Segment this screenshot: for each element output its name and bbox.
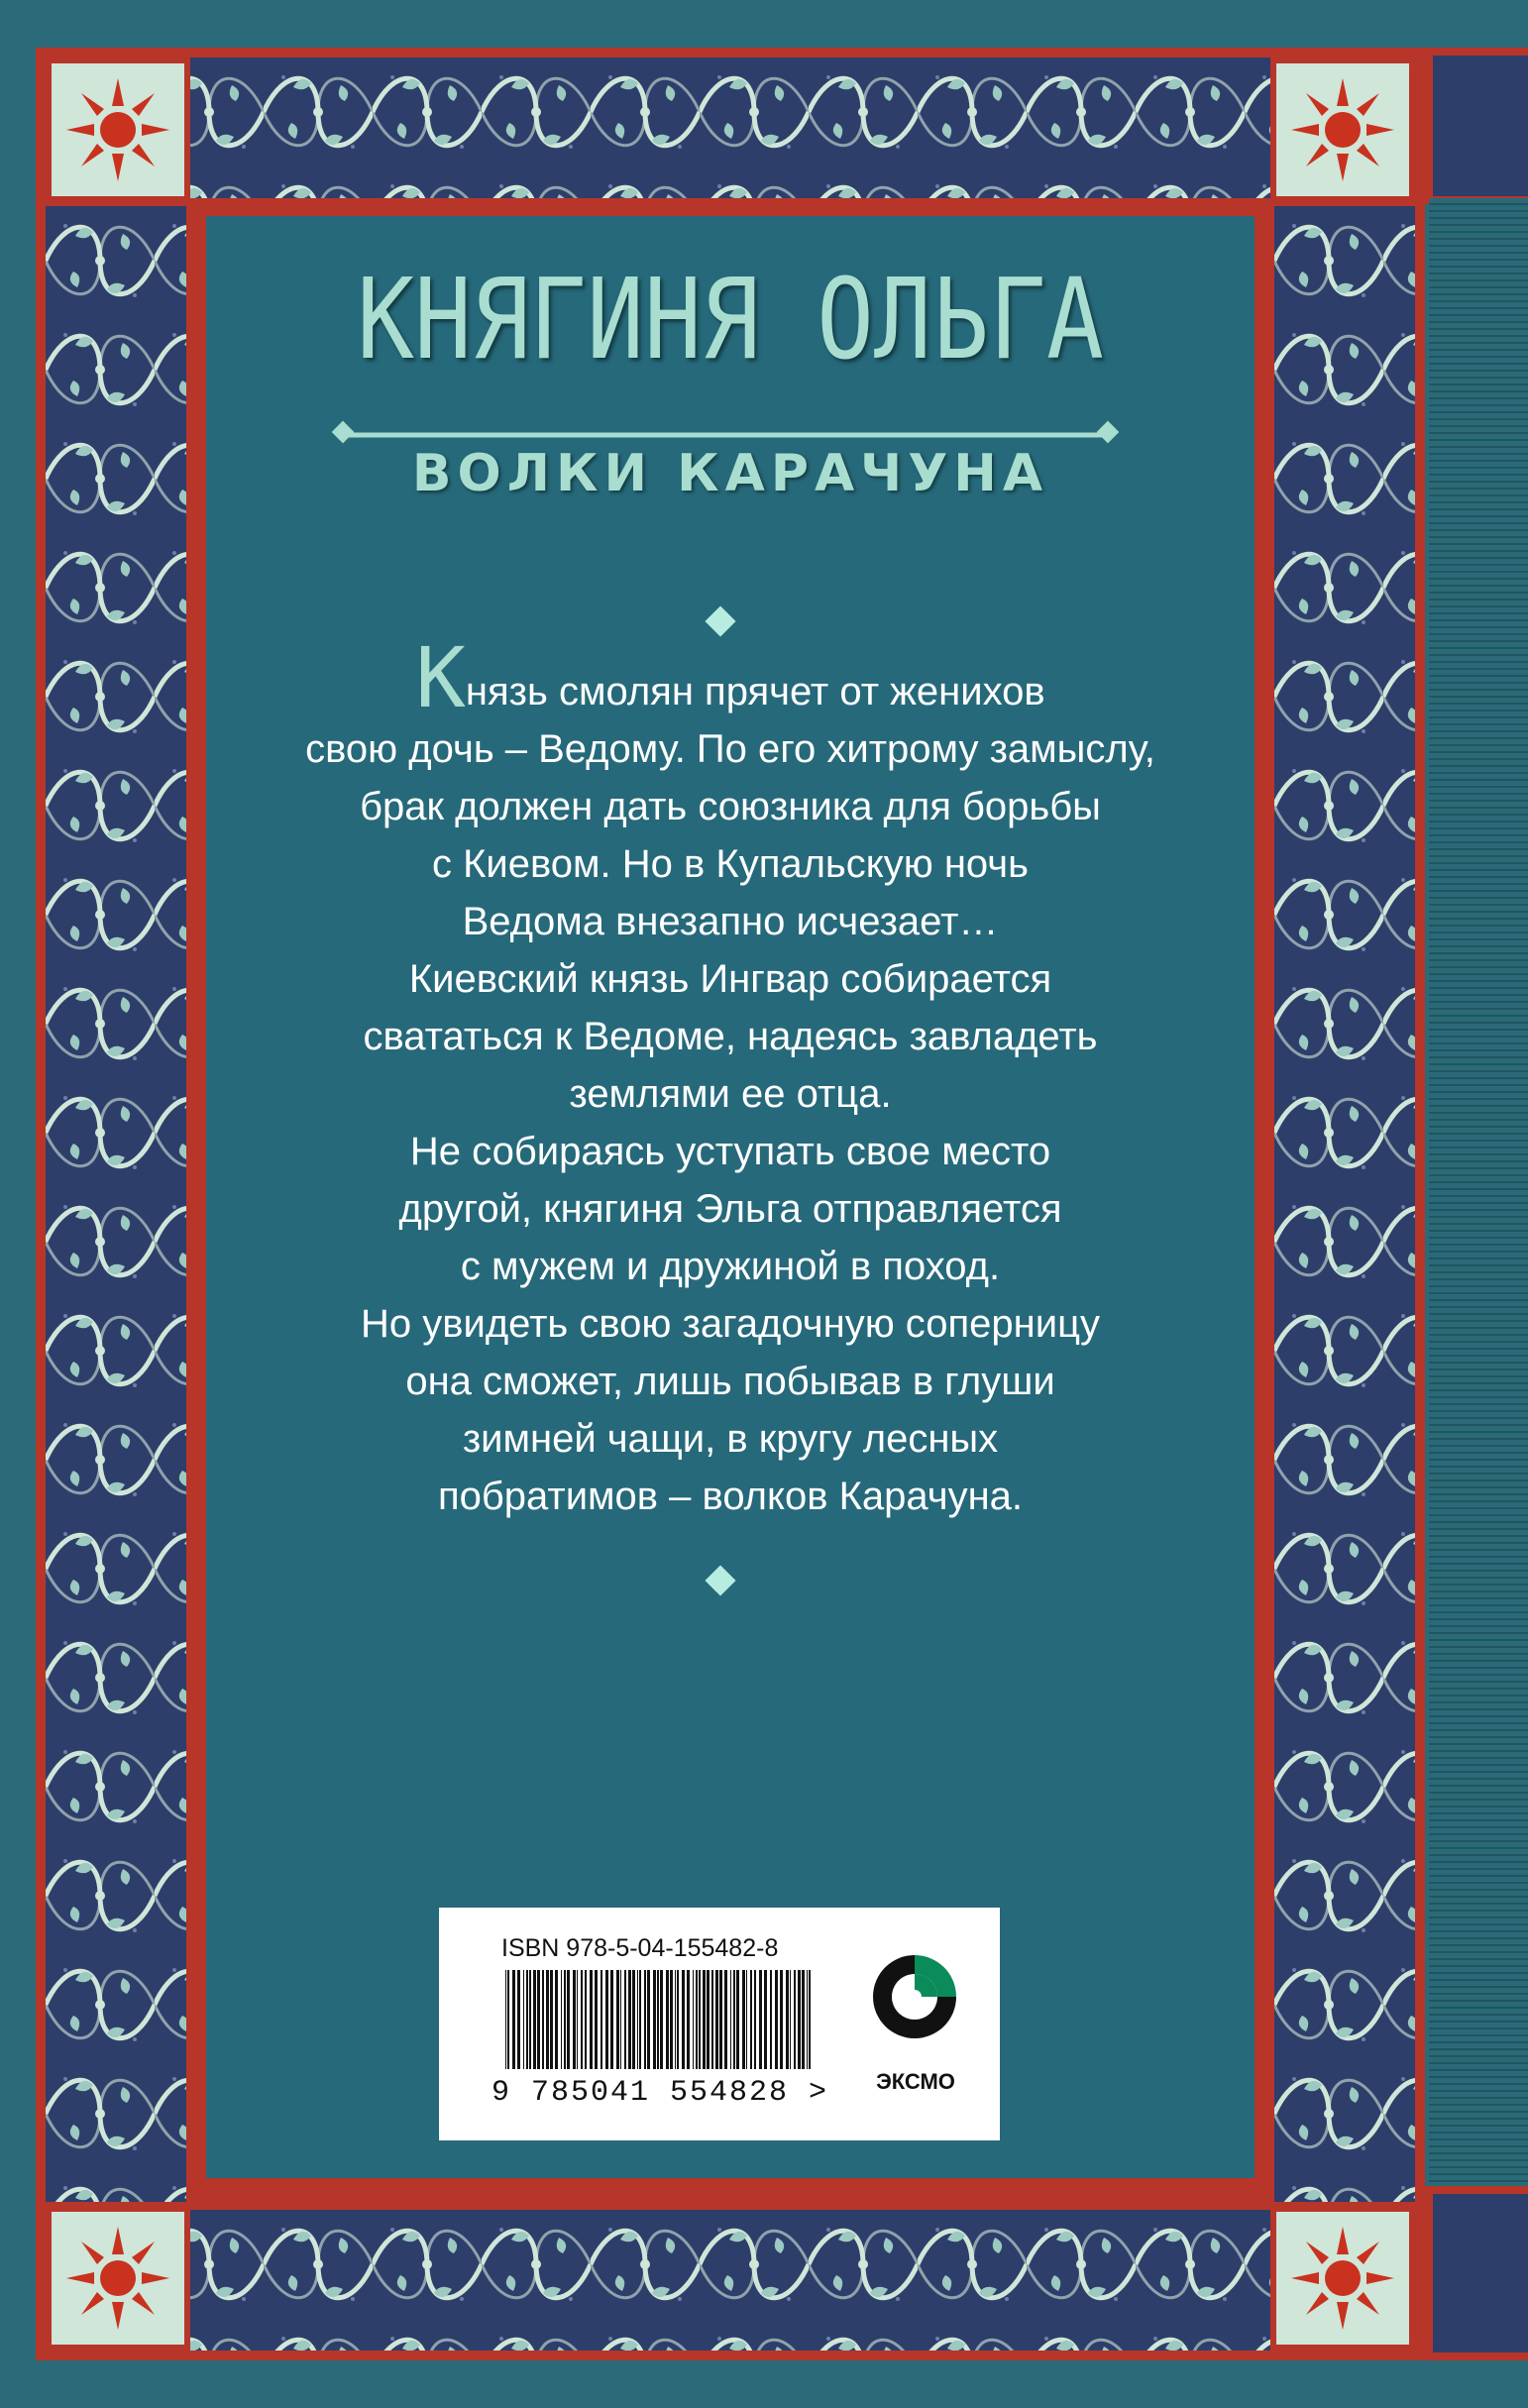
barcode-bar (610, 1970, 613, 2069)
barcode-bar (790, 1970, 791, 2069)
annotation-line: другой, княгиня Эльга отправляется (398, 1187, 1062, 1231)
book-subtitle: ВОЛКИ КАРАЧУНА (411, 444, 1049, 503)
annotation-line: Киевский князь Ингвар собирается (408, 957, 1052, 1001)
barcode-bar (647, 1970, 650, 2069)
barcode-bar (711, 1970, 713, 2069)
annotation-line: Ведома внезапно исчезает… (462, 900, 999, 943)
barcode-bar (666, 1970, 669, 2069)
barcode-bar (699, 1970, 701, 2069)
barcode-bar (657, 1970, 659, 2069)
eksmo-logo-icon (868, 1950, 961, 2043)
spine-ornament-top (1425, 48, 1528, 204)
drop-cap: К (415, 629, 466, 726)
annotation-line: Но увидеть свою загадочную соперницу (360, 1302, 1100, 1346)
barcode-bar (505, 1970, 506, 2069)
barcode-bar (573, 1970, 576, 2069)
annotation-line: свататься к Ведоме, надеясь завладеть (363, 1015, 1098, 1058)
barcode-bar (526, 1970, 528, 2069)
book-title: КНЯГИНЯ ОЛЬГА (357, 256, 1104, 384)
barcode-bar (512, 1970, 515, 2069)
barcode-bar (724, 1970, 727, 2069)
publisher-name: ЭКСМО (876, 2069, 955, 2094)
barcode-bar (555, 1970, 558, 2069)
barcode-bar (533, 1970, 536, 2069)
sun-icon (1270, 57, 1415, 202)
barcode-bar (719, 1970, 722, 2069)
annotation-line: зимней чащи, в кругу лесных (462, 1417, 999, 1461)
barcode-bar (660, 1970, 663, 2069)
annotation-line: с Киевом. Но в Купальскую ночь (432, 842, 1029, 886)
barcode-bar (639, 1970, 641, 2069)
book-annotation (277, 629, 1183, 1525)
barcode-bar (707, 1970, 709, 2069)
barcode-bar (600, 1970, 602, 2069)
spine-ornament-bottom (1425, 2186, 1528, 2360)
barcode-bar (696, 1970, 698, 2069)
barcode-bar (564, 1970, 566, 2069)
spine-strip (1429, 198, 1528, 2190)
barcode-bar (585, 1970, 587, 2069)
barcode-bar (577, 1970, 578, 2069)
barcode-bar (628, 1970, 631, 2069)
barcode-bar (733, 1970, 735, 2069)
barcode-bar (581, 1970, 583, 2069)
barcode-bar (517, 1970, 520, 2069)
barcode-bar (632, 1970, 635, 2069)
barcode-bar (653, 1970, 656, 2069)
barcode-bar (770, 1970, 772, 2069)
barcode-bar (507, 1970, 509, 2069)
annotation-line: брак должен дать союзника для борьбы (360, 785, 1101, 828)
barcode-bar (644, 1970, 646, 2069)
barcode-bar (703, 1970, 706, 2069)
barcode-bar (567, 1970, 570, 2069)
floral-border-right (1274, 206, 1415, 2202)
barcode-bar (807, 1970, 808, 2069)
barcode-bar (794, 1970, 796, 2069)
barcode-bar (715, 1970, 718, 2069)
barcode-bar (798, 1970, 801, 2069)
barcode-bar (675, 1970, 676, 2069)
barcode-bar (736, 1970, 739, 2069)
barcode-bar (561, 1970, 562, 2069)
annotation-line: побратимов – волков Карачуна. (437, 1475, 1024, 1518)
isbn-label: ISBN 978-5-04-155482-8 (501, 1934, 779, 1962)
barcode-bar (550, 1970, 553, 2069)
barcode-bar (537, 1970, 540, 2069)
barcode-bar (786, 1970, 789, 2069)
barcode-bar (595, 1970, 598, 2069)
floral-border-top (46, 57, 1415, 198)
barcode-bar (590, 1970, 593, 2069)
barcode-bar (677, 1970, 679, 2069)
barcode-bar (523, 1970, 524, 2069)
barcode-bar (624, 1970, 626, 2069)
barcode-bar (605, 1970, 608, 2069)
sun-icon (46, 57, 190, 202)
barcode-bar (730, 1970, 731, 2069)
barcode-bar (759, 1970, 762, 2069)
barcode-bar (670, 1970, 673, 2069)
sun-icon (1270, 2206, 1415, 2351)
floral-border-bottom (46, 2210, 1415, 2351)
barcode-bar (809, 1970, 811, 2069)
floral-border-left (46, 206, 186, 2202)
annotation-line: она сможет, лишь побывав в глуши (405, 1360, 1055, 1403)
sun-icon (46, 2206, 190, 2351)
barcode-bar (529, 1970, 531, 2069)
annotation-line: Не собираясь уступать свое место (409, 1130, 1051, 1173)
barcode-bar (780, 1970, 783, 2069)
barcode-digits: 9 785041 554828 > (491, 2076, 829, 2110)
barcode-bar (687, 1970, 690, 2069)
barcode-bar (546, 1970, 549, 2069)
barcode-bar (693, 1970, 694, 2069)
barcode-bar (754, 1970, 756, 2069)
barcode-bar (620, 1970, 621, 2069)
barcode-bar (746, 1970, 747, 2069)
barcode-bar (775, 1970, 778, 2069)
annotation-line: Князь смолян прячет от женихов (415, 629, 1045, 726)
barcode-bar (742, 1970, 745, 2069)
barcode (505, 1970, 813, 2069)
barcode-bar (764, 1970, 767, 2069)
barcode-bar (802, 1970, 805, 2069)
annotation-line: с мужем и дружиной в поход. (460, 1245, 1001, 1288)
annotation-line: свою дочь – Ведому. По его хитрому замыслу, (305, 727, 1155, 771)
barcode-bar (616, 1970, 619, 2069)
barcode-bar (750, 1970, 752, 2069)
annotation-line: землями ее отца. (569, 1072, 892, 1116)
barcode-bar (542, 1970, 544, 2069)
barcode-bar (682, 1970, 685, 2069)
barcode-bar (637, 1970, 638, 2069)
